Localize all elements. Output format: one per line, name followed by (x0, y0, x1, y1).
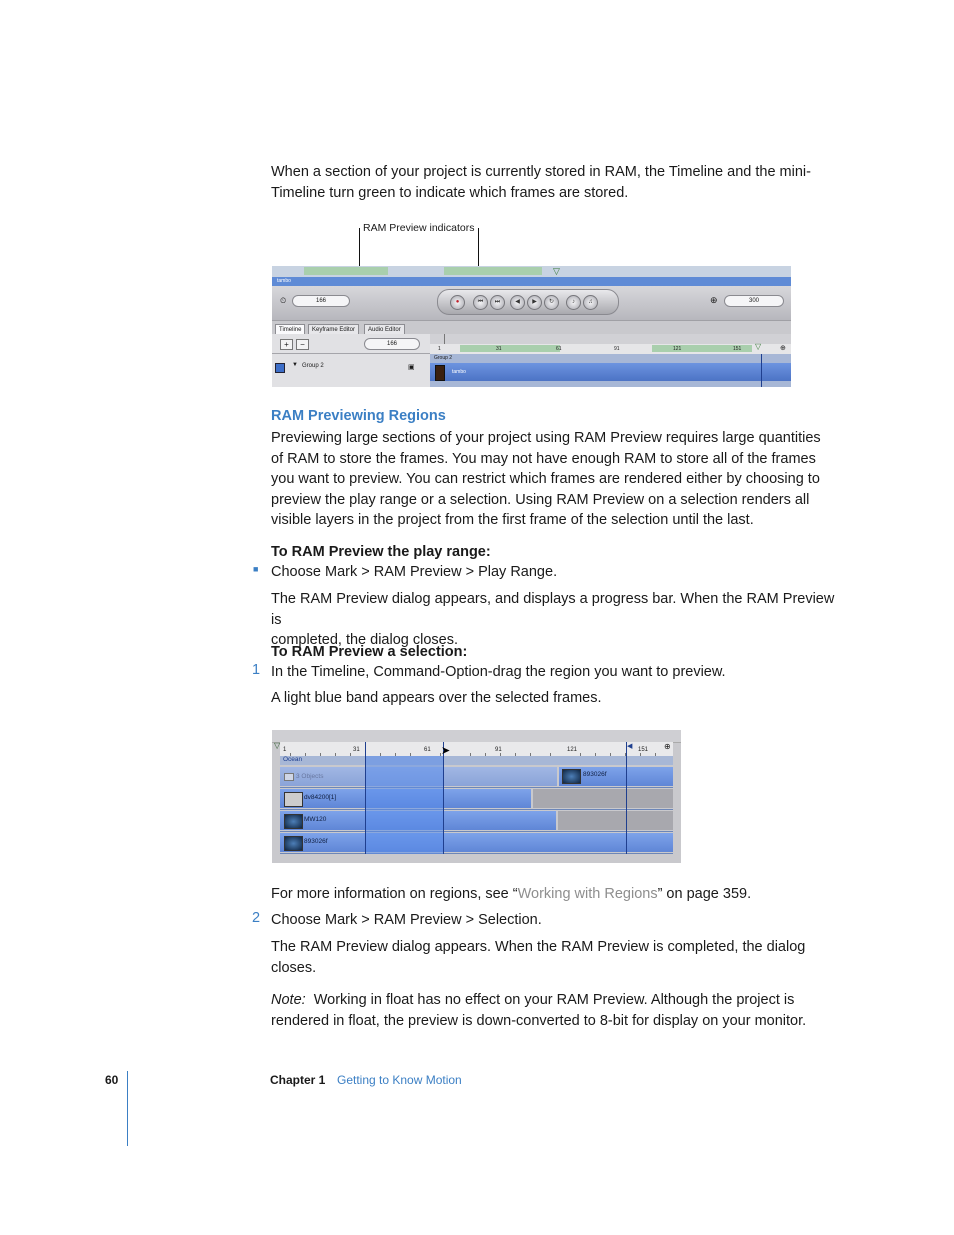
section-line-1: Previewing large sections of your project using RAM Preview requires large quantities (271, 430, 821, 446)
intro-line-2: Timeline turn green to indicate which frames are stored. (271, 184, 629, 201)
group-label: Group 2 (302, 363, 324, 369)
section-line-2: of RAM to store the frames. You may not have enough RAM to store all of the frames (271, 450, 816, 467)
layer-thumbnail (284, 836, 303, 851)
ram-indicator-mini-2 (444, 267, 542, 275)
timecode-icon: ⏲ (280, 296, 287, 305)
chapter-label: Chapter 1 (270, 1073, 326, 1087)
mute-button[interactable]: ♫ (583, 295, 598, 310)
section-line-4: preview the play range or a selection. Using RAM Preview on a selection renders all (271, 491, 810, 508)
transport-controls (272, 286, 791, 320)
layer-frame-value: 166 (386, 341, 397, 347)
group-track-label: Group 2 (434, 355, 453, 361)
task2-step2-result (271, 937, 841, 978)
timeline-selection-screenshot (272, 730, 681, 863)
ruler-label: 121 (567, 747, 578, 753)
ruler-label: 1 (438, 346, 441, 352)
timeline-ruler-2[interactable] (274, 741, 673, 757)
task1-step: Choose Mark > RAM Preview > Play Range. (271, 564, 558, 580)
task2-heading: To RAM Preview a selection: (271, 644, 468, 660)
footer-rule (127, 1071, 128, 1146)
layer-frame-field[interactable] (364, 338, 420, 350)
ruler-header (430, 334, 791, 344)
row-label: 893026f (304, 838, 328, 845)
layer-lock-icon[interactable]: ▣ (408, 364, 415, 371)
out-point-marker-icon[interactable]: ◀ (627, 743, 633, 750)
timeline-row[interactable] (280, 766, 673, 788)
timeline-row[interactable] (280, 810, 673, 832)
in-point-marker-icon[interactable]: ▽ (274, 741, 281, 750)
objects-icon (284, 773, 294, 781)
duration-field[interactable] (724, 295, 784, 307)
ruler-label: 151 (638, 747, 649, 753)
note-line-1: Working in float has no effect on your RAM Preview. Although the project is (313, 992, 795, 1008)
chapter-title: Getting to Know Motion (337, 1073, 462, 1087)
layer-bar[interactable] (430, 363, 791, 381)
bullet-icon: ■ (253, 564, 259, 574)
timeline-tabs (272, 320, 791, 335)
row-label: 3 Objects (296, 773, 324, 780)
row-label: dv84200[1] (304, 794, 337, 801)
track-name: tambo (277, 278, 291, 284)
ruler-label: 121 (673, 346, 682, 352)
loop-button[interactable]: ↻ (544, 295, 559, 310)
duration-value: 300 (748, 298, 759, 304)
step2-result-line-2: closes. (271, 959, 317, 976)
note (271, 990, 841, 1031)
audio-button[interactable]: ♪ (566, 295, 581, 310)
go-to-end-button[interactable]: ⏭ (490, 295, 505, 310)
ruler-label: 91 (614, 346, 620, 352)
task1-result-line-1: The RAM Preview dialog appears, and displays a progress bar. When the RAM Preview is (271, 591, 835, 628)
timeline-row[interactable] (280, 832, 673, 854)
disclosure-triangle-icon[interactable]: ▼ (292, 362, 298, 368)
zoom-icon[interactable]: ⊕ (780, 345, 786, 352)
group-name: Ocean (283, 756, 303, 763)
note-label: Note: (271, 992, 306, 1008)
section-heading: RAM Previewing Regions (271, 408, 446, 424)
layers-divider (272, 353, 430, 354)
section-line-3: you want to preview. You can restrict which frames are rendered either by choosing to (271, 471, 820, 487)
mini-timeline-bar (272, 277, 791, 286)
tab-keyframe-editor[interactable]: Keyframe Editor (308, 324, 359, 336)
current-frame-value: 166 (315, 298, 326, 304)
task1-result-line-2: completed, the dialog closes. (271, 632, 458, 648)
zoom-icon[interactable]: ⊕ (664, 742, 671, 751)
clip-thumbnail (562, 769, 581, 784)
out-point-line (626, 742, 627, 854)
header-divider (444, 334, 445, 344)
duration-icon: ⊕ (710, 295, 718, 305)
layer-thumbnail (284, 814, 303, 829)
empty-track (533, 789, 673, 808)
ram-indicator-ruler-1 (460, 345, 560, 352)
step-number-1: 1 (252, 662, 261, 678)
selection-band[interactable] (366, 756, 443, 854)
playhead-marker-icon[interactable]: ▽ (553, 266, 560, 276)
step2-result-line-1: The RAM Preview dialog appears. When the RAM Preview is completed, the dialog (271, 939, 806, 955)
go-to-start-button[interactable]: ⏮ (473, 295, 488, 310)
layers-panel (272, 334, 431, 387)
mouse-pointer-icon: ➤ (441, 745, 451, 757)
play-button[interactable]: ▶ (527, 295, 542, 310)
callout-line-left (359, 228, 360, 268)
more-info-suffix: ” on page 359. (657, 886, 752, 902)
remove-layer-button[interactable]: − (296, 339, 309, 350)
ruler-label: 31 (496, 346, 502, 352)
layer-bar[interactable] (280, 833, 673, 852)
working-with-regions-link[interactable]: Working with Regions (517, 886, 658, 902)
intro-line-1: When a section of your project is currently stored in RAM, the Timeline and the mini- (271, 164, 811, 180)
current-frame-field[interactable] (292, 295, 350, 307)
ruler-label: 151 (733, 346, 742, 352)
layer-thumbnail (284, 792, 303, 807)
selection-start-line (365, 742, 366, 854)
ruler-label: 61 (556, 346, 562, 352)
clip-label: 893026f (583, 771, 607, 778)
section-paragraph (271, 428, 841, 531)
tab-timeline[interactable]: Timeline (275, 324, 305, 336)
timeline-row[interactable] (280, 788, 673, 810)
more-info-line (271, 884, 751, 905)
ruler-label: 1 (283, 747, 287, 753)
section-line-5: visible layers in the project from the first frame of the selection until the last. (271, 512, 754, 528)
selection-end-line (443, 742, 444, 854)
add-layer-button[interactable]: + (280, 339, 293, 350)
group-row[interactable] (280, 756, 673, 765)
empty-track (558, 811, 673, 830)
task2-step1-result: A light blue band appears over the selected frames. (271, 690, 602, 706)
transport-bar (437, 289, 619, 315)
ram-indicator-mini-1 (304, 267, 388, 275)
previous-frame-button[interactable]: ◀ (510, 295, 525, 310)
layer-bar-label: tambo (452, 369, 466, 375)
ruler-label: 91 (495, 747, 502, 753)
layer-thumbnail (435, 365, 445, 381)
task2-step1: In the Timeline, Command-Option-drag the region you want to preview. (271, 664, 726, 680)
ruler-label: 31 (353, 747, 360, 753)
tab-audio-editor[interactable]: Audio Editor (364, 324, 405, 336)
step-number-2: 2 (252, 910, 261, 926)
playhead-icon[interactable]: ▽ (755, 342, 762, 351)
ruler-label: 61 (424, 747, 431, 753)
row-label: MW120 (304, 816, 327, 823)
more-info-prefix: For more information on regions, see “ (271, 886, 518, 902)
note-line-2: rendered in float, the preview is down-converted to 8-bit for display on your monitor. (271, 1012, 807, 1029)
mini-timeline[interactable] (272, 266, 791, 277)
timeline-screenshot (272, 266, 791, 387)
playhead-line (761, 354, 762, 387)
page-number: 60 (105, 1073, 119, 1087)
task2-step2: Choose Mark > RAM Preview > Selection. (271, 912, 542, 928)
figure1-callout: RAM Preview indicators (363, 222, 475, 234)
record-button[interactable]: ● (450, 295, 465, 310)
task1-heading: To RAM Preview the play range: (271, 544, 491, 560)
layer-enable-checkbox[interactable] (275, 363, 285, 373)
intro-paragraph (271, 162, 831, 203)
